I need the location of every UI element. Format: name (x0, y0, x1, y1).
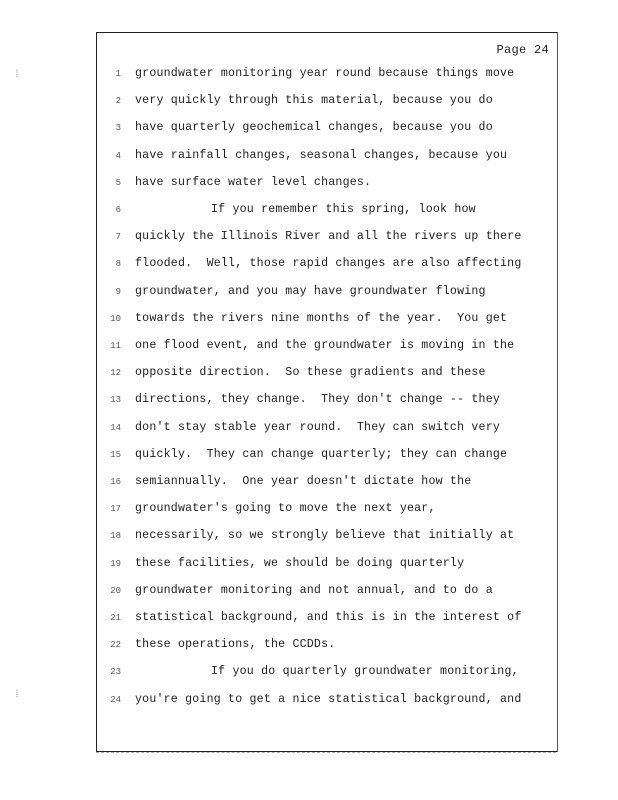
line-text: groundwater monitoring and not annual, and to do a (135, 583, 493, 597)
line-number: 11 (110, 341, 121, 351)
transcript-line (97, 502, 557, 522)
line-text: quickly the Illinois River and all the rivers up there (135, 230, 522, 244)
line-number: 6 (115, 205, 121, 215)
line-number: 9 (115, 286, 121, 297)
line-number: 2 (115, 96, 121, 107)
line-number: 16 (110, 477, 121, 487)
transcript-line (97, 339, 557, 359)
hole-punch-mark: ⁞ (14, 70, 21, 81)
transcript-line (97, 94, 557, 114)
transcript-line (97, 257, 557, 277)
line-text: statistical background, and this is in the interest of (135, 611, 522, 624)
transcript-line (97, 475, 557, 495)
line-text: have rainfall changes, seasonal changes, because you (135, 148, 508, 162)
line-number: 17 (110, 504, 121, 515)
transcript-line (97, 149, 557, 169)
transcript-line (97, 529, 557, 549)
line-text: very quickly through this material, because you do (135, 94, 493, 108)
transcript-line (97, 665, 557, 685)
line-number: 20 (110, 585, 121, 596)
line-number: 7 (115, 232, 121, 243)
line-number: 10 (110, 313, 121, 324)
line-text: groundwater, and you may have groundwater flowing (135, 284, 486, 298)
line-number: 13 (110, 395, 121, 406)
line-text: these facilities, we should be doing quarterly (135, 556, 465, 570)
line-text: have surface water level changes. (135, 175, 372, 189)
line-text: you're going to get a nice statistical background, and (135, 692, 522, 706)
line-text: quickly. They can change quarterly; they can change (135, 447, 508, 461)
transcript-line (97, 230, 557, 250)
transcript-page (96, 32, 558, 752)
line-text: directions, they change. They don't change -- they (135, 393, 501, 407)
line-number: 21 (110, 613, 121, 623)
line-text: have quarterly geochemical changes, because you do (135, 121, 493, 135)
line-text: groundwater's going to move the next year, (135, 502, 436, 516)
transcript-line (97, 638, 557, 658)
page-number: Page 24 (496, 43, 549, 57)
line-number: 5 (115, 177, 121, 188)
transcript-line (97, 421, 557, 441)
transcript-line (97, 448, 557, 468)
line-text: flooded. Well, those rapid changes are also affecting (135, 257, 522, 271)
transcript-line (97, 693, 557, 713)
line-number: 18 (110, 531, 121, 542)
line-number: 4 (115, 150, 121, 161)
line-number: 1 (115, 69, 121, 79)
line-text: If you do quarterly groundwater monitoring, (211, 665, 519, 679)
line-number: 8 (115, 259, 121, 270)
transcript-line (97, 366, 557, 386)
line-text: semiannually. One year doesn't dictate how the (135, 475, 472, 488)
line-number: 23 (110, 667, 121, 678)
transcript-line (97, 203, 557, 223)
line-number: 22 (110, 640, 121, 651)
transcript-line (97, 285, 557, 305)
transcript-line (97, 67, 557, 87)
line-text: one flood event, and the groundwater is moving in the (135, 339, 515, 352)
transcript-line (97, 312, 557, 332)
line-text: groundwater monitoring year round because things move (135, 67, 515, 80)
line-text: necessarily, so we strongly believe that initially at (135, 529, 515, 543)
transcript-line (97, 557, 557, 577)
line-text: opposite direction. So these gradients and these (135, 366, 486, 380)
line-text: these operations, the CCDDs. (135, 638, 336, 652)
transcript-line (97, 584, 557, 604)
hole-punch-mark: ⁞ (14, 690, 21, 701)
transcript-line (97, 176, 557, 196)
line-number: 24 (110, 694, 121, 705)
line-text: If you remember this spring, look how (211, 203, 476, 216)
line-number: 3 (115, 123, 121, 134)
transcript-line (97, 611, 557, 631)
line-number: 15 (110, 449, 121, 460)
line-number: 14 (110, 422, 121, 433)
line-text: don't stay stable year round. They can switch very (135, 420, 501, 434)
transcript-line (97, 393, 557, 413)
transcript-line (97, 121, 557, 141)
line-number: 12 (110, 368, 121, 379)
line-number: 19 (110, 558, 121, 569)
bottom-scan-line (96, 752, 556, 755)
line-text: towards the rivers nine months of the year. You get (135, 311, 508, 325)
